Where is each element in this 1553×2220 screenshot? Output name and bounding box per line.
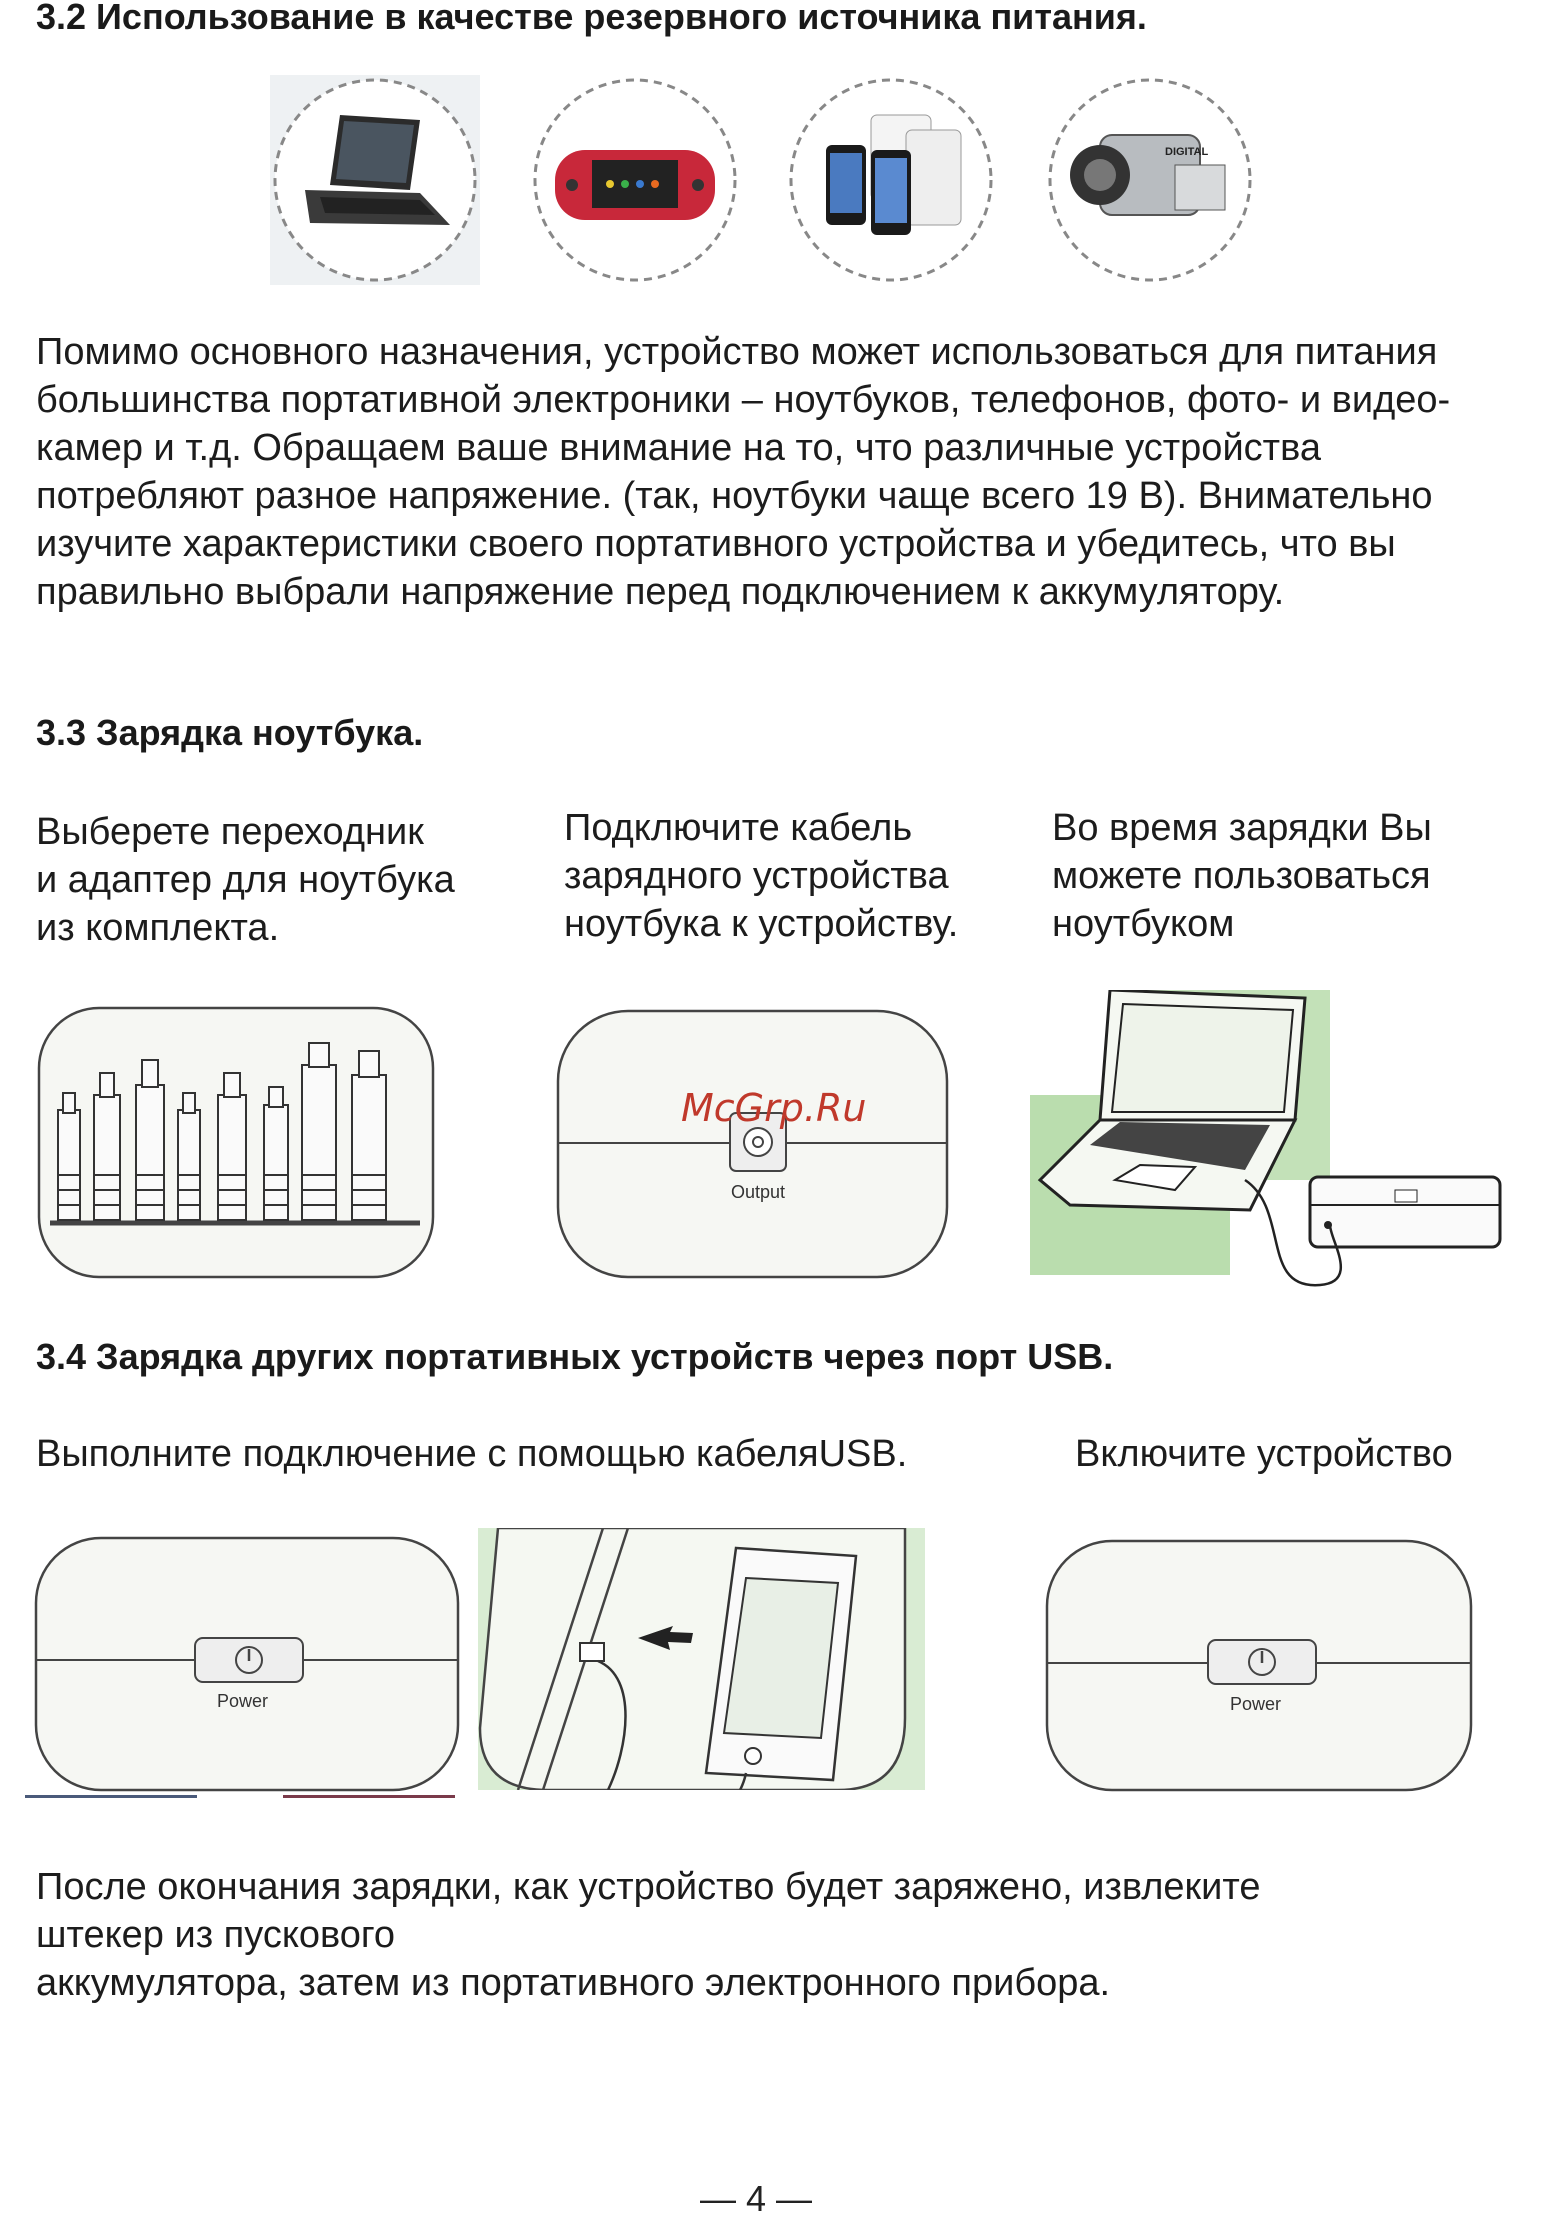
adapter-tips-illustration xyxy=(36,1005,436,1280)
watermark: McGrp.Ru xyxy=(681,1086,867,1130)
section-3-3-heading: 3.3 Зарядка ноутбука. xyxy=(36,712,424,753)
closing-paragraph xyxy=(36,1863,1516,2007)
section-3-4-heading: 3.4 Зарядка других портативных устройств через порт USB. xyxy=(36,1336,1114,1377)
laptop-icon xyxy=(270,75,480,285)
section-3-2-heading: 3.2 Использование в качестве резервного источника питания. xyxy=(36,0,1147,37)
power-button-illustration-2 xyxy=(1044,1538,1474,1793)
closing-line-2: штекер из пускового xyxy=(36,1914,396,1956)
video-camera-icon xyxy=(1045,75,1255,285)
laptop-charging-illustration xyxy=(1030,990,1510,1300)
closing-line-3: аккумулятора, затем из портативного электронного прибора. xyxy=(36,1962,1111,2004)
closing-line-1: После окончания зарядки, как устройство будет заряжено, извлеките xyxy=(36,1866,1261,1908)
smartphones-icon xyxy=(786,75,996,285)
power-label-1: Power xyxy=(217,1691,269,1711)
laptop-step-3-text: Во время зарядки Вы можете пользоваться ноутбуком xyxy=(1052,807,1432,945)
output-port-illustration xyxy=(555,1008,950,1280)
camera-label: DIGITAL xyxy=(1165,146,1209,158)
power-button-illustration-1 xyxy=(33,1535,461,1793)
phone-usb-illustration xyxy=(478,1528,925,1790)
laptop-step-2-text: Подключите кабель зарядного устройства ноутбука к устройству. xyxy=(564,807,959,945)
power-on-caption: Включите устройство xyxy=(1075,1433,1453,1475)
game-console-icon xyxy=(530,75,740,285)
usb-connect-caption: Выполните подключение с помощью кабеляUSB. xyxy=(36,1433,908,1475)
laptop-step-1-text: Выберете переходник и адаптер для ноутбука из комплекта. xyxy=(36,811,455,949)
output-label: Output xyxy=(731,1182,786,1202)
power-label-2: Power xyxy=(1230,1694,1282,1714)
printing-artifact xyxy=(25,1795,455,1798)
section-3-2-paragraph: Помимо основного назначения, устройство может использоваться для питания большинства портативной электроники – ноутбуков, телефонов, фото- и видео-камер и т.д. Обращаем ваше внимание на то, что различные устройства потребляют разное напряжение. (так, ноутбуки чаще всего 19 В). Внимательно изучите характеристики своего портативного устройства и убедитесь, что вы правильно выбрали напряжение перед подключением к аккумулятору. xyxy=(36,331,1451,613)
page-number: — 4 — xyxy=(700,2178,813,2219)
